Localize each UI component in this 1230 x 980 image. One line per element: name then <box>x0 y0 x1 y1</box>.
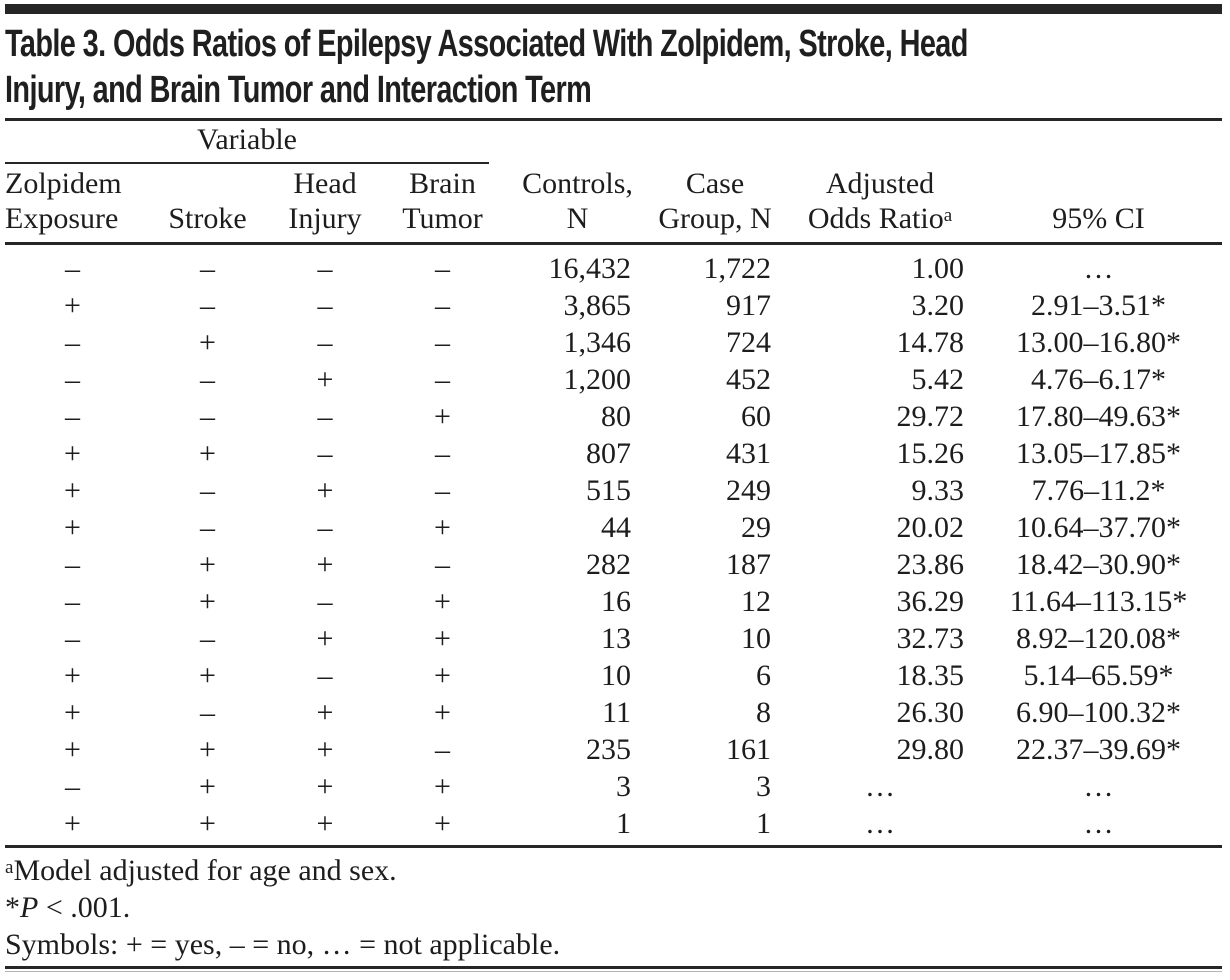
table-cell: – <box>317 252 333 285</box>
bottom-rule-shadow <box>5 971 1222 972</box>
table-cell: – <box>317 437 333 470</box>
table-cell: – <box>317 400 333 433</box>
col-header-stroke: Stroke <box>140 164 275 244</box>
col-header-head-injury: Head Injury <box>275 164 375 244</box>
table-title <box>5 14 1217 113</box>
table-cell: 80 <box>601 400 632 433</box>
table-cell: 8.92–120.08* <box>1016 622 1182 655</box>
table-cell: + <box>434 659 451 692</box>
table-cell: + <box>64 474 81 507</box>
table-cell: 6 <box>756 659 772 692</box>
table-row <box>5 731 1222 768</box>
table-cell: – <box>65 585 80 618</box>
table-cell: – <box>435 363 450 396</box>
table-cell: + <box>434 807 451 840</box>
table-cell: – <box>435 252 450 285</box>
table-cell: 1 <box>616 807 632 840</box>
table-cell: 36.29 <box>896 585 965 618</box>
table-cell: + <box>316 548 334 581</box>
table-cell: + <box>199 733 216 766</box>
table-title-line-2: Injury, and Brain Tumor and Interaction Term <box>5 69 592 111</box>
table-cell: 29.80 <box>896 733 965 766</box>
table-cell: – <box>317 511 333 544</box>
table-cell: 1 <box>756 807 772 840</box>
table-cell: – <box>200 474 215 507</box>
table-cell: 20.02 <box>896 511 965 544</box>
table-cell: 23.86 <box>896 548 965 581</box>
spanner-spacer <box>510 121 1222 164</box>
table-cell: – <box>200 696 215 729</box>
table-row <box>5 324 1222 361</box>
table-cell: – <box>317 326 333 359</box>
table-row <box>5 472 1222 509</box>
table-cell: 13.05–17.85* <box>1016 437 1182 470</box>
table-cell: + <box>316 696 334 729</box>
table-cell: … <box>865 807 896 840</box>
table-cell: 10 <box>741 622 772 655</box>
table-cell: 32.73 <box>896 622 965 655</box>
table-row <box>5 361 1222 398</box>
table-cell: 13 <box>601 622 632 655</box>
table-cell: – <box>65 548 80 581</box>
table-cell: + <box>64 511 81 544</box>
table-cell: – <box>435 733 450 766</box>
table-cell: 917 <box>726 289 772 322</box>
table-cell: – <box>435 548 450 581</box>
table-cell: + <box>199 548 216 581</box>
table-cell: 515 <box>586 474 632 507</box>
table-cell: – <box>200 511 215 544</box>
table-cell: 29.72 <box>896 400 965 433</box>
table-cell: 17.80–49.63* <box>1016 400 1182 433</box>
table-cell: 10 <box>601 659 632 692</box>
table-cell: – <box>435 289 450 322</box>
table-cell: 8 <box>756 696 772 729</box>
table-cell: + <box>316 770 334 803</box>
table-cell: … <box>1083 252 1114 285</box>
table-title-line-1: Table 3. Odds Ratios of Epilepsy Associated With Zolpidem, Stroke, Head <box>5 23 968 65</box>
table-cell: – <box>65 400 80 433</box>
table-cell: 724 <box>726 326 772 359</box>
table-cell: + <box>316 363 334 396</box>
col-header-controls-n: Controls, N <box>510 164 645 244</box>
table-cell: 1,200 <box>563 363 632 396</box>
table-cell: – <box>200 622 215 655</box>
table-cell: + <box>316 807 334 840</box>
table-cell: – <box>65 252 80 285</box>
table-cell: 3,865 <box>563 289 632 322</box>
table-cell: – <box>435 437 450 470</box>
table-cell: 807 <box>586 437 632 470</box>
table-cell: 29 <box>741 511 772 544</box>
table-body <box>5 244 1222 843</box>
table-header <box>5 121 1222 244</box>
column-header-row <box>5 164 1222 244</box>
footnotes <box>5 845 1222 963</box>
table-cell: – <box>65 363 80 396</box>
table-cell: 1,722 <box>703 252 772 285</box>
variable-spanner <box>5 121 510 164</box>
col-header-case-group-n: Case Group, N <box>645 164 785 244</box>
bottom-rule-bar <box>5 966 1222 969</box>
table-cell: – <box>200 289 215 322</box>
table-cell: 2.91–3.51* <box>1031 289 1167 322</box>
table-cell: + <box>64 437 81 470</box>
table-cell: 9.33 <box>911 474 965 507</box>
table-cell: 5.42 <box>911 363 965 396</box>
table-cell: + <box>64 696 81 729</box>
table-cell: 11 <box>602 696 632 729</box>
table-cell: + <box>434 622 451 655</box>
col-header-brain-tumor: Brain Tumor <box>375 164 510 244</box>
table-cell: 12 <box>741 585 772 618</box>
table-cell: 3 <box>756 770 772 803</box>
table-cell: 6.90–100.32* <box>1016 696 1182 729</box>
table-cell: 18.42–30.90* <box>1016 548 1182 581</box>
table-cell: + <box>199 807 216 840</box>
table-cell: 161 <box>726 733 772 766</box>
table-row <box>5 287 1222 324</box>
spanner-row <box>5 121 1222 164</box>
table-cell: 18.35 <box>896 659 965 692</box>
table-cell: 14.78 <box>896 326 965 359</box>
table-cell: … <box>1083 807 1114 840</box>
table-cell: + <box>434 511 451 544</box>
table-cell: … <box>865 770 896 803</box>
table-cell: … <box>1083 770 1114 803</box>
table-row <box>5 509 1222 546</box>
table-cell: + <box>434 585 451 618</box>
top-rule-bar <box>5 4 1222 14</box>
table-cell: – <box>65 770 80 803</box>
table-cell: 431 <box>726 437 772 470</box>
col-header-adjusted-odds-ratio: Adjusted Odds Ratio$^a$ <box>785 164 975 244</box>
table-cell: 3 <box>616 770 632 803</box>
table-cell: + <box>199 326 216 359</box>
table-cell: 60 <box>741 400 772 433</box>
table-row <box>5 620 1222 657</box>
table-cell: + <box>64 659 81 692</box>
table-cell: 11.64–113.15* <box>1009 585 1188 618</box>
footnote-a-marker: a <box>943 205 953 226</box>
col-header-zolpidem-exposure: Zolpidem Exposure <box>5 164 140 244</box>
odds-ratio-table <box>5 121 1222 842</box>
table-cell: – <box>435 326 450 359</box>
table-row <box>5 694 1222 731</box>
table-cell: 22.37–39.69* <box>1016 733 1182 766</box>
table-cell: 187 <box>726 548 772 581</box>
table-cell: + <box>316 622 334 655</box>
table-cell: 249 <box>726 474 772 507</box>
table-cell: + <box>199 659 216 692</box>
table-cell: 5.14–65.59* <box>1023 659 1174 692</box>
footnote-pvalue: *P < .001. <box>5 891 131 924</box>
table-cell: 452 <box>726 363 772 396</box>
table-cell: – <box>435 474 450 507</box>
table-row <box>5 546 1222 583</box>
table-cell: – <box>317 659 333 692</box>
table-cell: 10.64–37.70* <box>1016 511 1182 544</box>
table-cell: – <box>65 622 80 655</box>
table-cell: 44 <box>601 511 632 544</box>
table-cell: 282 <box>586 548 632 581</box>
table-cell: + <box>64 807 81 840</box>
table-cell: 4.76–6.17* <box>1031 363 1167 396</box>
table-cell: + <box>316 474 334 507</box>
table-cell: + <box>199 585 216 618</box>
footnote-symbols: Symbols: + = yes, – = no, … = not applicable. <box>5 928 561 961</box>
table-row <box>5 398 1222 435</box>
table-cell: 3.20 <box>911 289 965 322</box>
table-cell: + <box>199 437 216 470</box>
table-row <box>5 657 1222 694</box>
table-row <box>5 435 1222 472</box>
table-cell: 16 <box>601 585 632 618</box>
footnote-model: $^a$Model adjusted for age and sex. <box>5 854 397 887</box>
table-cell: 7.76–11.2* <box>1031 474 1166 507</box>
table-cell: – <box>200 252 215 285</box>
table-row <box>5 244 1222 288</box>
table-cell: + <box>434 770 451 803</box>
table-cell: – <box>317 289 333 322</box>
table-cell: + <box>64 289 81 322</box>
table-cell: 1,346 <box>563 326 632 359</box>
table-cell: + <box>199 770 216 803</box>
table-cell: + <box>434 400 451 433</box>
table-cell: – <box>65 326 80 359</box>
table-cell: 26.30 <box>896 696 965 729</box>
table-cell: + <box>316 733 334 766</box>
table-row <box>5 583 1222 620</box>
table-cell: 16,432 <box>548 252 632 285</box>
table-cell: – <box>200 400 215 433</box>
table-cell: 1.00 <box>911 252 965 285</box>
table-row <box>5 805 1222 842</box>
variable-spanner-label: Variable <box>197 123 297 156</box>
table-cell: – <box>200 363 215 396</box>
table-cell: + <box>64 733 81 766</box>
table-cell: 15.26 <box>896 437 965 470</box>
table-cell: 13.00–16.80* <box>1016 326 1182 359</box>
table-cell: 235 <box>586 733 632 766</box>
table-cell: + <box>434 696 451 729</box>
col-header-95-ci: 95% CI <box>975 164 1222 244</box>
table-row <box>5 768 1222 805</box>
table-cell: – <box>317 585 333 618</box>
